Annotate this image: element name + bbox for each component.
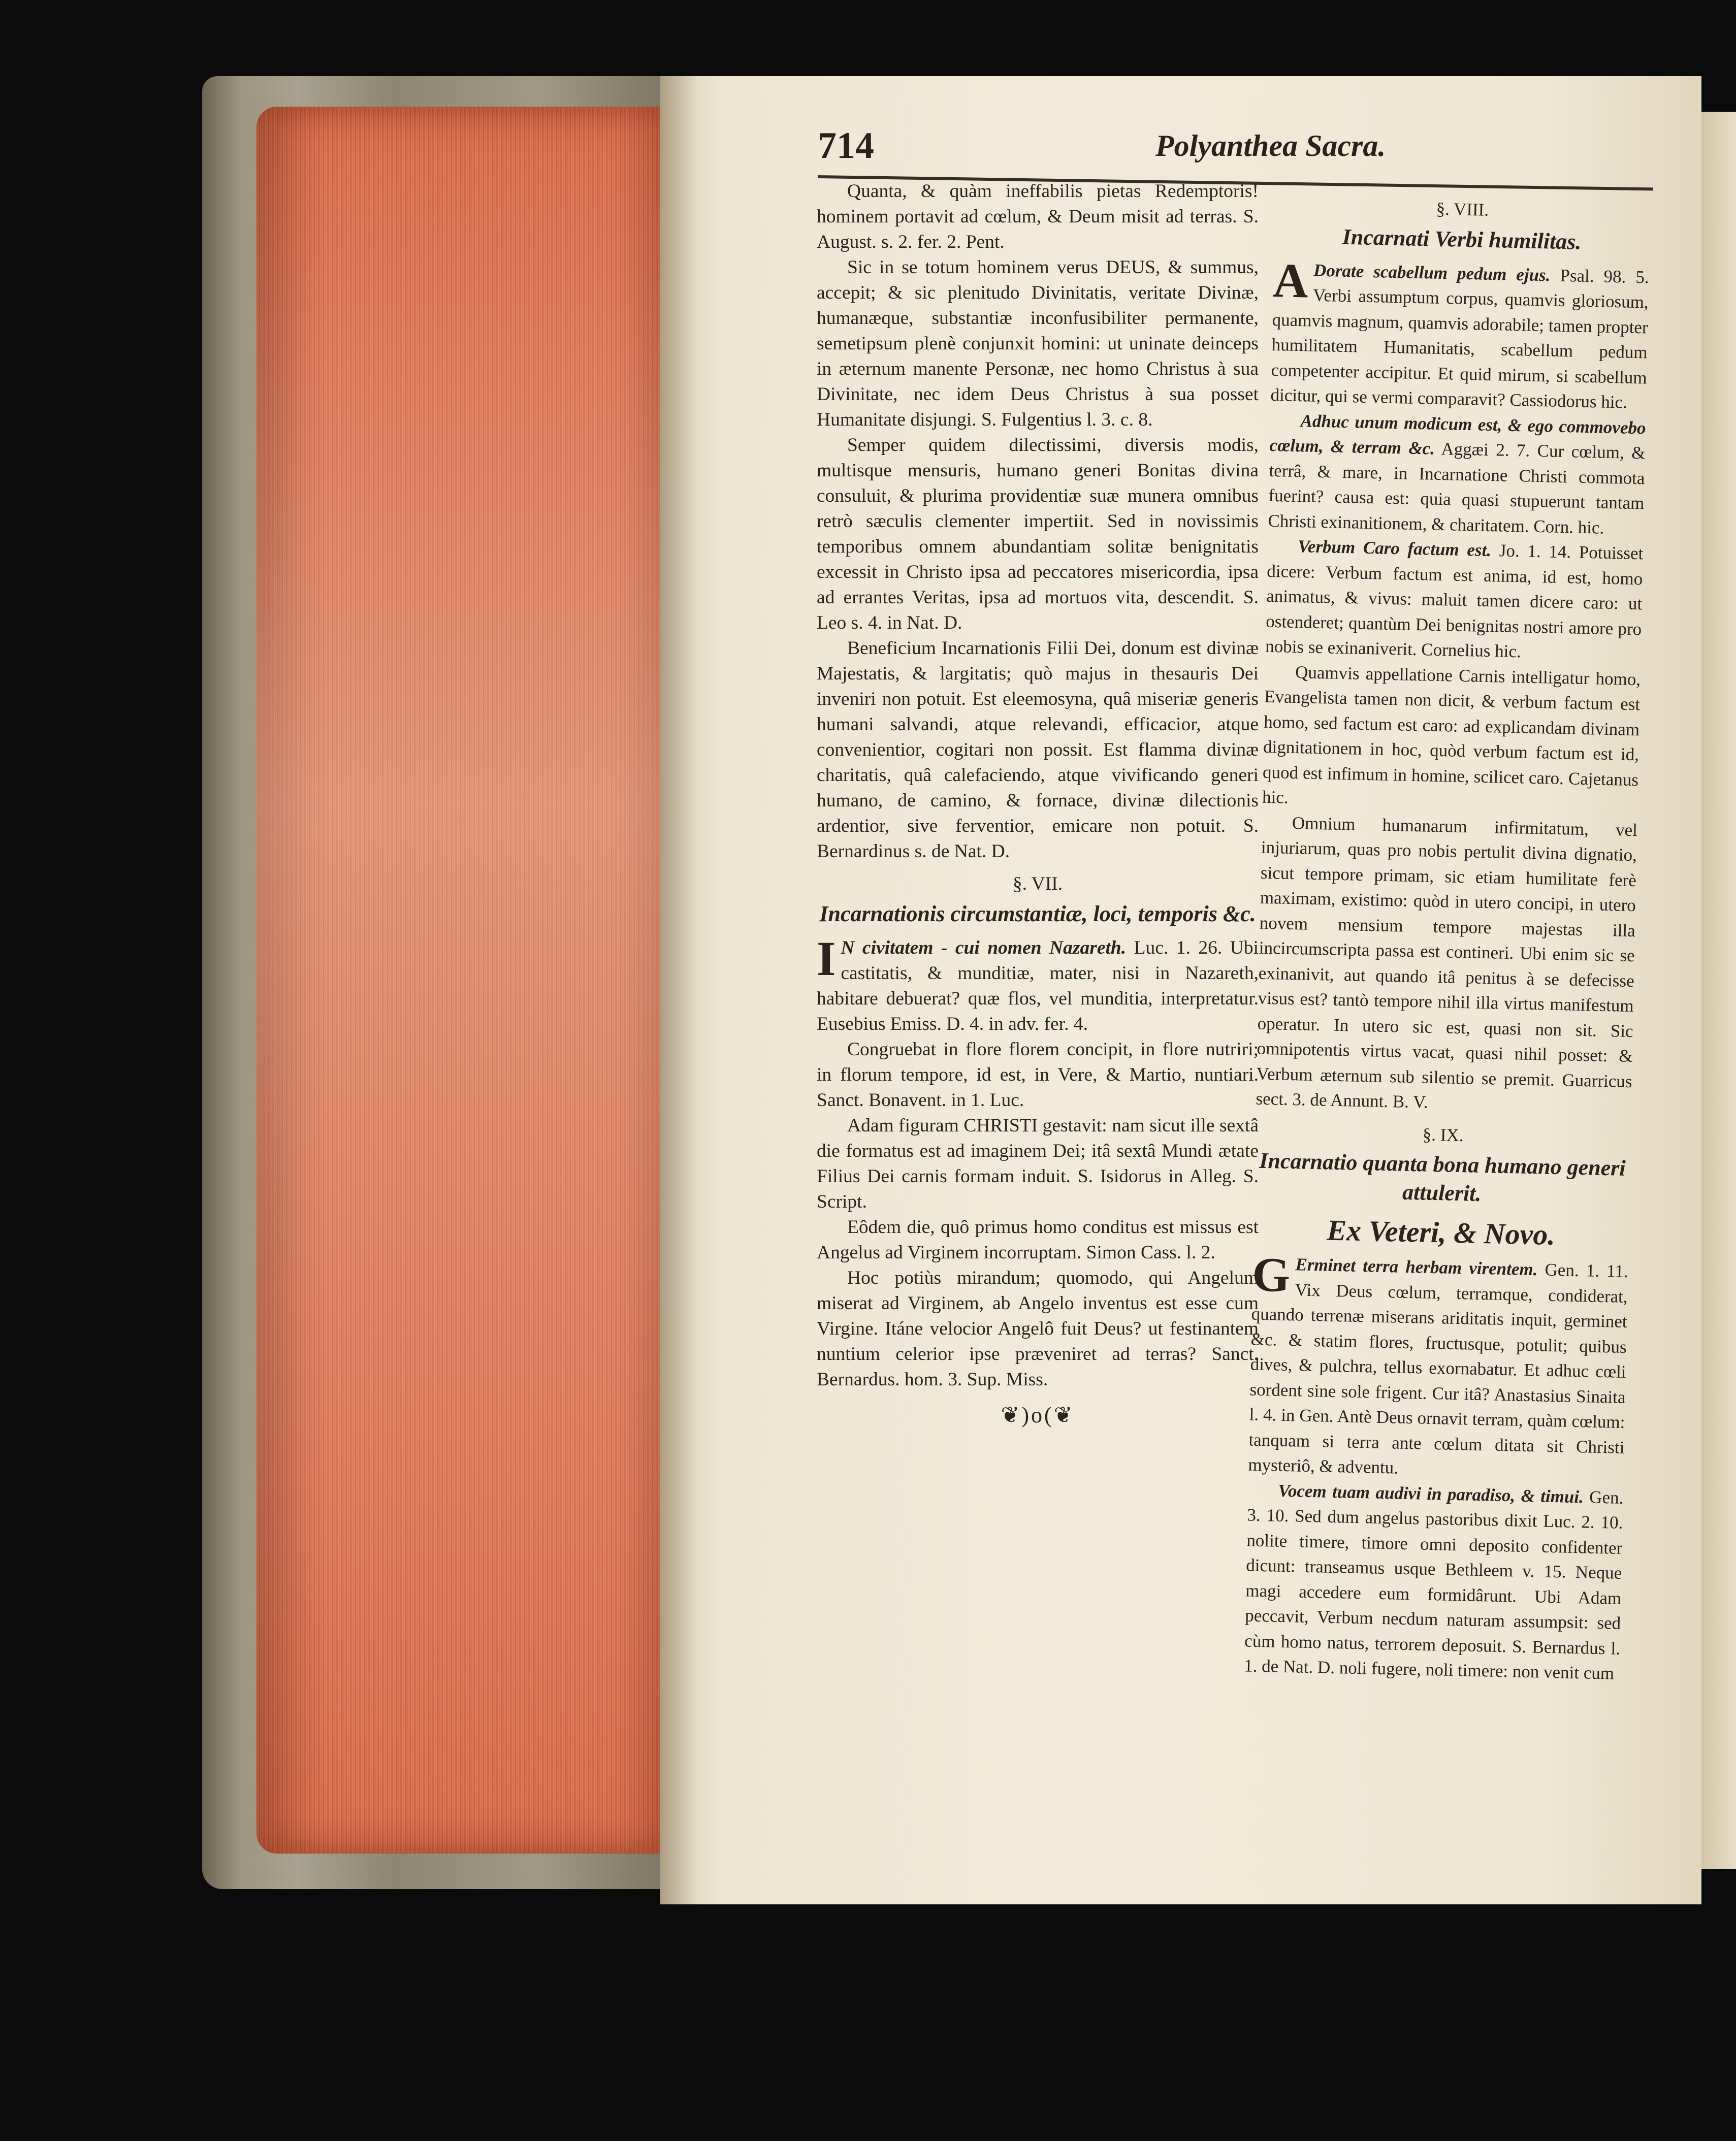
paragraph: [1262, 659, 1641, 817]
citation: S. Fulgentius l. 3. c. 8.: [981, 409, 1153, 430]
paragraph: [817, 1113, 1259, 1215]
citation: Corn. hic.: [1533, 516, 1604, 538]
paragraph: [1248, 1247, 1629, 1485]
paragraph: [817, 255, 1259, 433]
subsection-title: Ex Veteri, & Novo.: [1326, 1213, 1556, 1252]
citation: Simon Cass. l. 2.: [1086, 1242, 1215, 1263]
section-title: Incarnationis circumstantiæ, loci, temporis &c.: [819, 901, 1256, 926]
paragraph: [817, 179, 1259, 255]
page-number: 714: [818, 125, 874, 167]
citation: Guarricus sect. 3. de Annunt. B. V.: [1256, 1069, 1632, 1112]
running-title: Polyanthea Sacra.: [1155, 129, 1386, 163]
paragraph: [1256, 809, 1637, 1119]
paragraph-text: Luc. 1. 26. Ubi castitatis, & munditiæ, mater, nisi in Nazareth, habitare debuerat? quæ flos, vel munditia, interpretatur.: [817, 937, 1259, 1009]
section-number: §. VIII.: [1436, 199, 1489, 220]
citation: S. Isidorus in Alleg. S. Script.: [817, 1166, 1259, 1212]
fleuron-ornament: ❦)o(❦: [1001, 1403, 1075, 1428]
paragraph-text: Congruebat in flore florem concipit, in flore nutriri; in florum tempore, id est, in Vere, & Martio, nuntiari.: [817, 1039, 1259, 1085]
paragraph-text: Quamvis appellatione Carnis intelligatur homo, Evangelista tamen non dicit, & verbum factum est homo, sed factum est caro: ad explicandam divinam dignitationem in hoc, quòd verbum factum est id, quod est infimum in homine, scilicet caro.: [1262, 662, 1641, 788]
paragraph-text: Beneficium Incarnationis Filii Dei, donum est divinæ Majestatis, & largitatis; quò majus in thesauris Dei inveniri non potuit. Est eleemosyna, quâ miseriæ generis humani salvandi, atque relevandi, efficacior, atque convenientior, cogitari non possit. Est flamma divinæ charitatis, quâ calefaciendo, atque vivificando generi humano, de camino, & fornace, divinæ dilectionis ardentior, sive ferventior, emicare non potuit.: [817, 638, 1259, 836]
section-title: Incarnatio quanta bona humano generi attulerit.: [1259, 1148, 1626, 1206]
paragraph-text: Semper quidem dilectissimi, diversis modis, multisque mensuris, humano generi Bonitas divina consuluit, & plurima providentiæ suæ munera omnibus retrò sæculis clementer impertiit. Sed in novissimis temporibus omnem abundantiam solitæ benignitatis excessit in Christo ipsa ad peccatores misericordia, ipsa ad errantes Veritas, ipsa ad mortuos vita, descendit.: [817, 435, 1259, 608]
drop-cap: I: [817, 931, 836, 986]
left-column: [817, 179, 1259, 1428]
section-number: §. IX.: [1422, 1124, 1464, 1145]
paragraph-text: Gen. 3. 10. Sed dum angelus pastoribus dixit Luc. 2. 10. nolite timere, timore omni deposito confidenter dicunt: transeamus usque Bethleem v. 15. Neque magi accedere eum formidârunt. Ubi Adam peccavit, Verbum necdum naturam assumpsit: sed cùm homo natus, terrorem deposuit. S. Bernardus l. 1. de Nat. D. noli fugere, noli timere: non venit cum: [1243, 1487, 1624, 1683]
citation: Eusebius Emiss. D. 4. in adv. fer. 4.: [817, 1014, 1088, 1034]
drop-cap: G: [1251, 1247, 1291, 1303]
paragraph-text: Eôdem die, quô primus homo conditus est missus est Angelus ad Virginem incorruptam.: [817, 1217, 1259, 1263]
paragraph-text: Sic in se totum hominem verus DEUS, & summus, accepit; & sic plenitudo Divinitatis, veritate Divinæ, humanæque, substantiæ inconfusibiliter permanente, semetipsum plenè conjunxit homini: ut uninate deinceps in æternum manente Personæ, nec homo Christus à sua Divinitate, nec idem Deus Christus à sua posset Humanitate disjungi.: [817, 257, 1259, 430]
section-number: §. VII.: [1012, 873, 1063, 894]
paragraph-text: Adam figuram CHRISTI gestavit: nam sicut ille sextâ die formatus est ad imaginem Dei; itâ sextâ Mundi ætate Filius Dei carnis formam induit.: [817, 1115, 1259, 1187]
paragraph-text: Hoc potiùs mirandum; quomodo, qui Angelum miserat ad Virginem, ab Angelo inventus est esse cum Virgine. Itáne velocior Angelô fuit Deus? ut festinantem nuntium celerior ipse præveniret ad terras?: [817, 1268, 1259, 1365]
citation: Cassiodorus hic.: [1509, 390, 1628, 412]
section-title: Incarnati Verbi humilitas.: [1342, 224, 1582, 254]
lemma: Vocem tuam audivi in paradiso, & timui.: [1278, 1480, 1584, 1507]
running-head: [818, 124, 1412, 170]
paragraph-text: Aggæi 2. 7. Cur cœlum, & terrâ, & mare, in Incarnatione Christi commota fuerint? causa est: quia quasi stupuerunt tantam Christi exinanitionem, & charitatem.: [1268, 438, 1646, 536]
citation: Cornelius hic.: [1421, 639, 1522, 662]
page-gutter: [660, 76, 696, 1904]
citation: Cajetanus hic.: [1262, 768, 1639, 807]
lemma: Adhuc unum modicum est, & ego commovebo cœlum, & terram &c.: [1269, 410, 1646, 459]
paragraph: [817, 636, 1259, 864]
citation: Sanct. Bernardus. hom. 3. Sup. Miss.: [817, 1344, 1259, 1390]
lemma: Dorate scabellum pedum ejus.: [1313, 260, 1551, 285]
drop-cap: A: [1272, 252, 1309, 308]
citation: Sanct. Bonavent. in 1. Luc.: [817, 1090, 1024, 1111]
paragraph-text: Psal. 98. 5. Verbi assumptum corpus, quamvis gloriosum, quamvis magnum, quamvis adorabile; tamen propter humilitatem Humanitatis, scabellum pedum competenter accipitur. Et quid mirum, si scabellum dicitur, qui se vermi comparavit?: [1270, 265, 1650, 410]
paragraph: [817, 1266, 1259, 1392]
lemma: N civitatem - cui nomen Nazareth.: [841, 937, 1127, 958]
paragraph-text: Gen. 1. 11. Vix Deus cœlum, terramque, condiderat, quando terrenæ miserans ariditatis inquit, germinet &c. & statim flores, fructusque, potulit; quibus dives, & pulchra, tellus exornabatur. Et adhuc cœli sordent sine sole frigent. Cur itâ? Anastasius Sinaita l. 4. in Gen. Antè Deus ornavit terram, quàm cœlum: tanquam si terra ante cœlum ditata sit Christi mysteriô, & adventu.: [1248, 1259, 1629, 1478]
paragraph: [817, 1037, 1259, 1113]
paragraph: [1268, 407, 1646, 541]
paragraph: [817, 1215, 1259, 1266]
paragraph: [1270, 252, 1650, 415]
page-edge-highlight: [256, 107, 663, 1854]
paragraph: [817, 433, 1259, 636]
paragraph-text: Quanta, & quàm ineffabilis pietas Redemptoris! hominem portavit ad cœlum, & Deum misit ad terras.: [817, 181, 1259, 227]
citation: S. Bernardinus s. de Nat. D.: [817, 816, 1259, 862]
citation: S. August. s. 2. fer. 2. Pent.: [817, 206, 1259, 252]
lemma: Erminet terra herbam virentem.: [1295, 1254, 1538, 1280]
citation: S. Leo s. 4. in Nat. D.: [817, 587, 1259, 633]
paragraph: [1244, 1477, 1624, 1686]
right-column: [1244, 193, 1651, 1686]
paragraph: [1265, 533, 1644, 667]
paragraph: [817, 931, 1259, 1037]
paragraph-text: Omnium humanarum infirmitatum, vel injuriarum, quas pro nobis pertulit divina dignatio, sicut tempore primam, sic etiam humilitate ferè maximam, existimo: quòd in utero concipi, in utero novem mensium tempore majestas illa incircumscripta passa est contineri. Ubi enim sic se exinanivit, aut quando itâ penitus à se defecisse visus est? tantò tempore nihil illa virtus manifestum operatur. In utero sic est, quasi non sit. Sic omnipotentis virtus vacat, quasi nihil posset: & Verbum æternum sub silentio se premit.: [1256, 813, 1638, 1090]
lemma: Verbum Caro factum est.: [1298, 536, 1492, 561]
paragraph-text: Jo. 1. 14. Potuisset dicere: Verbum factum est anima, id est, homo animatus, & vivus: maluit tamen dicere caro: ut ostenderet; quantùm Dei benignitas nostri amore pro nobis se exinaniverit.: [1265, 540, 1644, 660]
